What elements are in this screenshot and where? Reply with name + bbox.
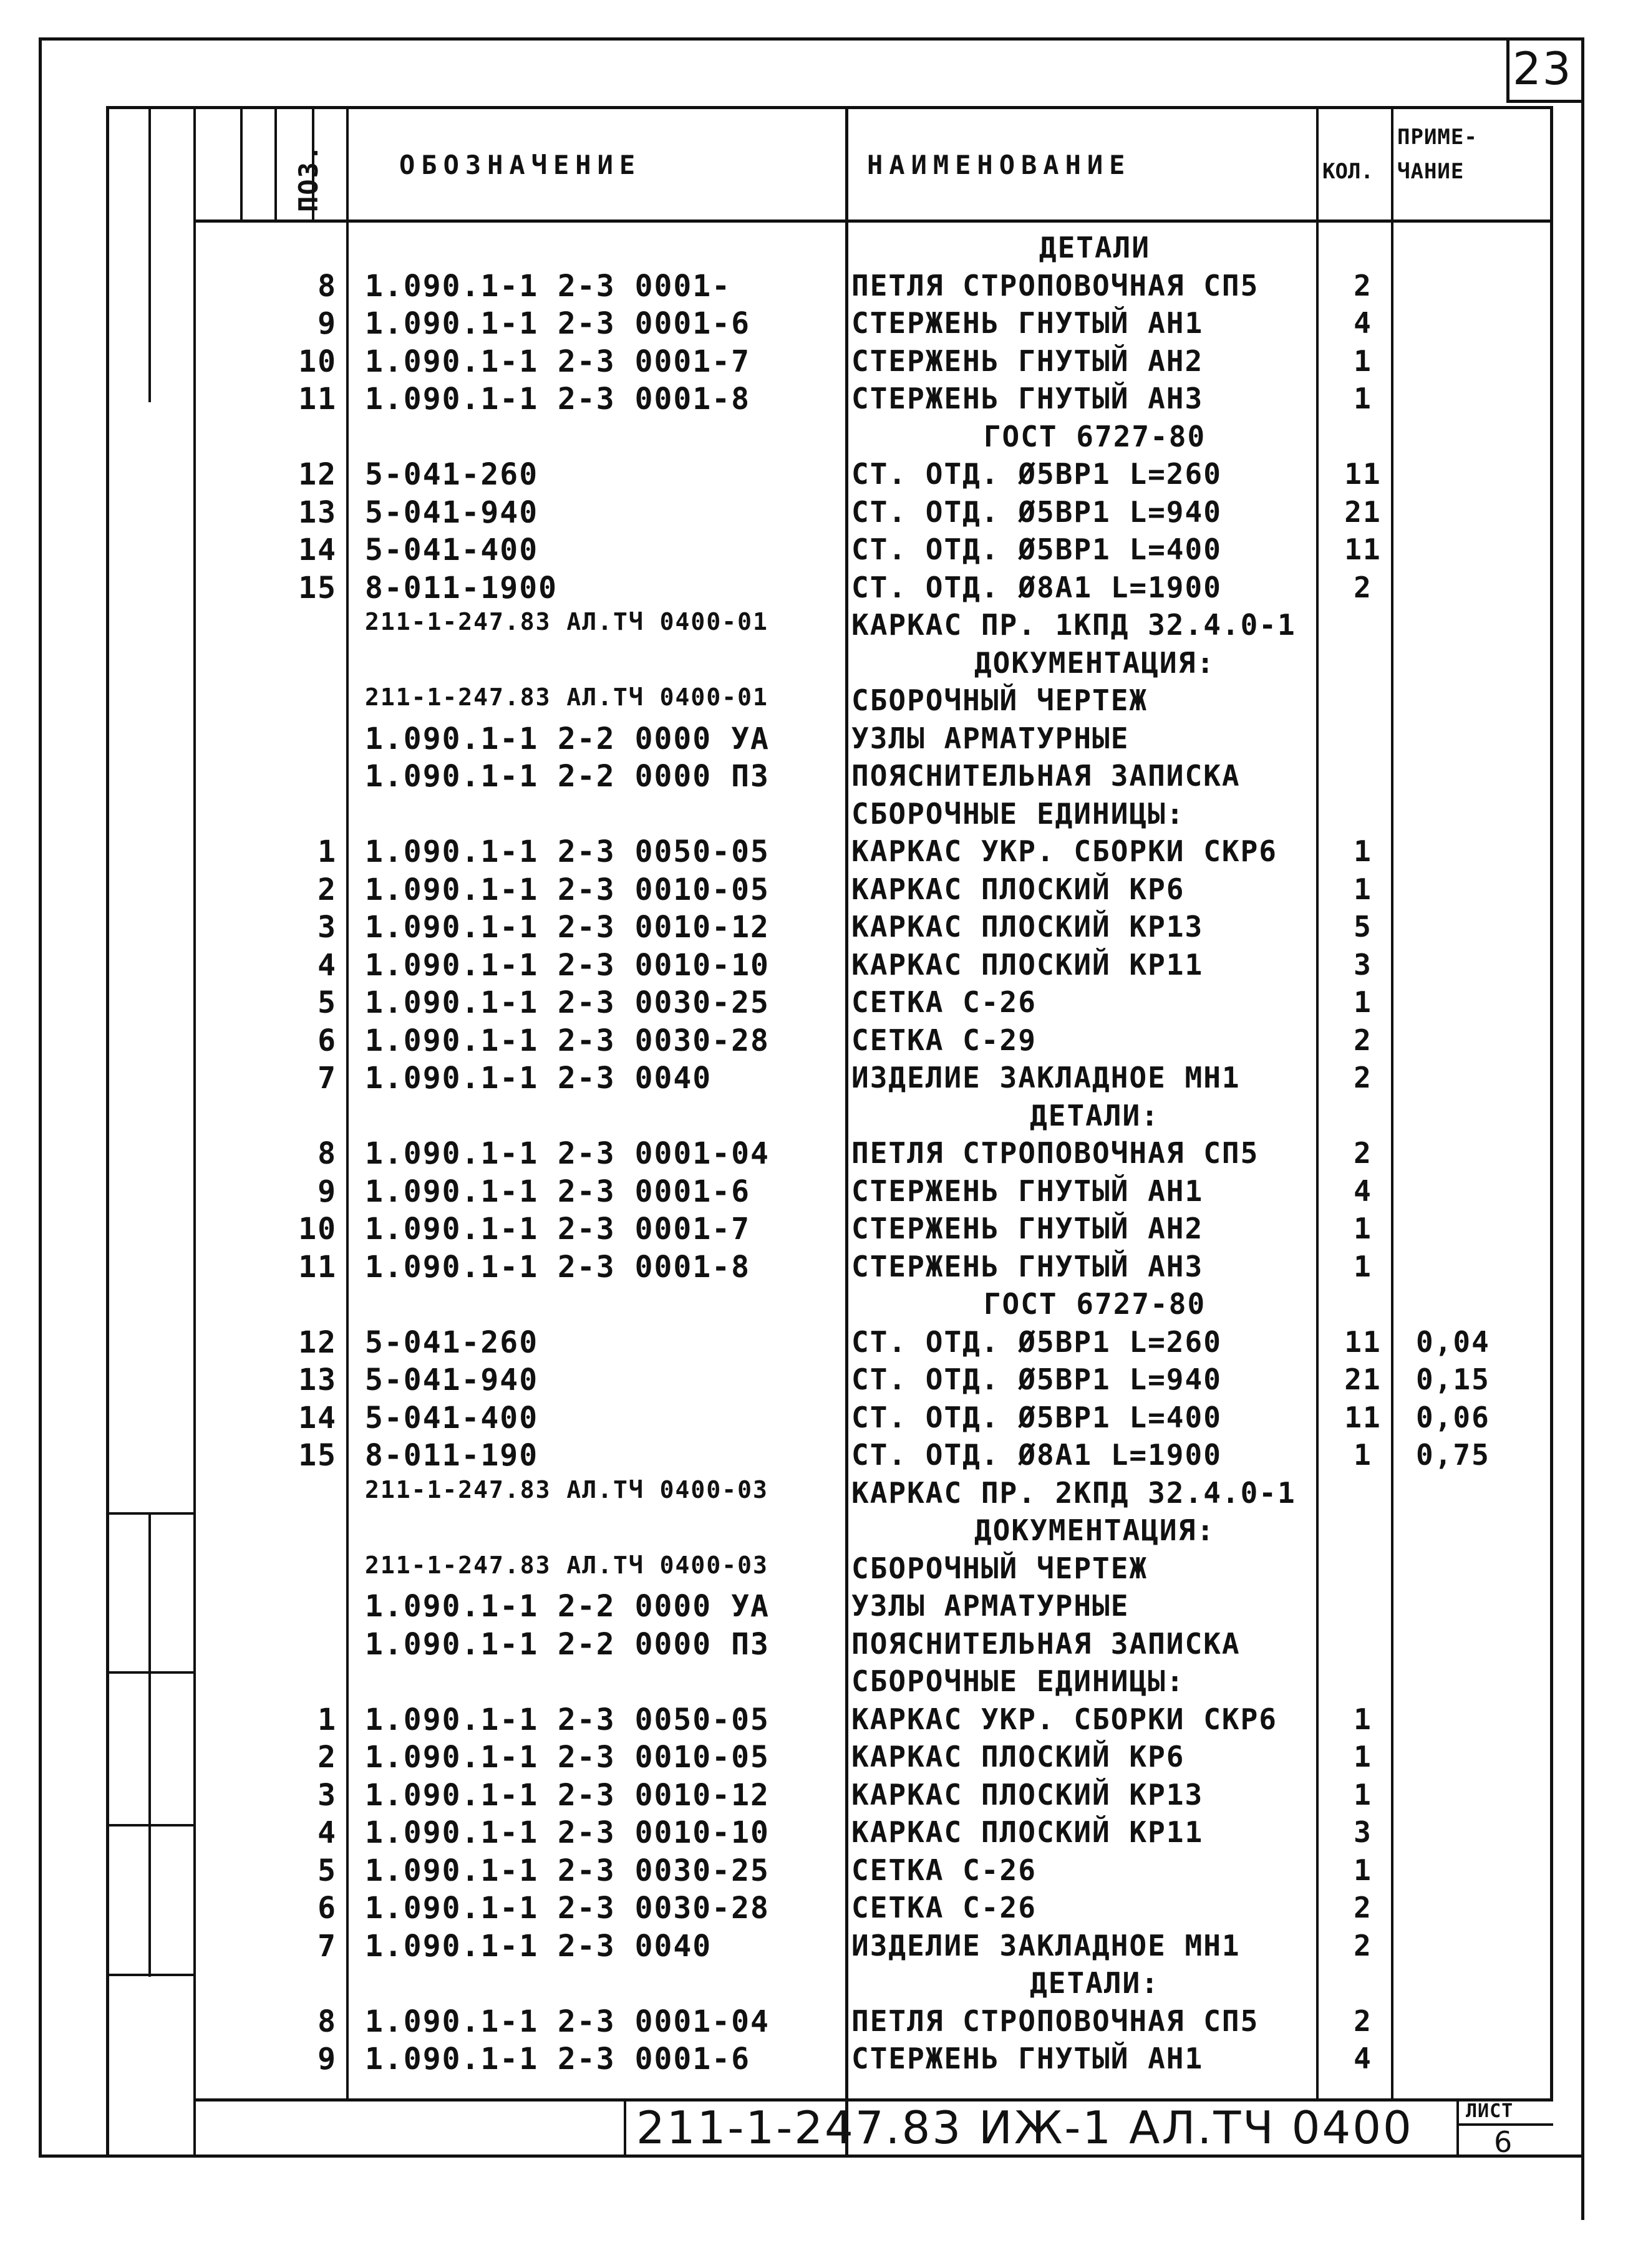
title-block-right xyxy=(1456,2098,1459,2158)
quantity-cell: 2 xyxy=(1354,1061,1372,1094)
designation-cell: 1.090.1-1 2-3 0001- xyxy=(365,268,732,304)
designation-cell: 1.090.1-1 2-3 0050-05 xyxy=(365,834,770,869)
table-row xyxy=(0,759,1628,796)
quantity-cell: 2 xyxy=(1354,2004,1372,2038)
name-cell: ПЕТЛЯ СТРОПОВОЧНАЯ СП5 xyxy=(851,268,1259,302)
position-cell: 4 xyxy=(317,1815,337,1850)
quantity-cell: 1 xyxy=(1354,1853,1372,1887)
position-cell: 12 xyxy=(298,1325,337,1360)
table-row xyxy=(0,382,1628,419)
name-cell: СТЕРЖЕНЬ ГНУТЫЙ АН2 xyxy=(851,1212,1204,1245)
header-qty: КОЛ. xyxy=(1322,159,1374,184)
table-row xyxy=(0,1023,1628,1061)
section-heading-row xyxy=(0,231,1628,268)
quantity-cell: 1 xyxy=(1354,872,1372,906)
designation-cell: 1.090.1-1 2-2 0000 ПЗ xyxy=(365,1626,770,1662)
name-cell: СТ. ОТД. Ø8А1 L=1900 xyxy=(851,1438,1222,1472)
table-row xyxy=(0,457,1628,495)
name-cell: СТ. ОТД. Ø5ВР1 L=400 xyxy=(851,533,1222,566)
section-heading: ДОКУМЕНТАЦИЯ: xyxy=(974,645,1216,680)
drawing-code: 211-1-247.83 ИЖ-1 АЛ.ТЧ 0400 xyxy=(636,2102,1413,2154)
name-cell: УЗЛЫ АРМАТУРНЫЕ xyxy=(851,1589,1130,1623)
designation-cell: 1.090.1-1 2-2 0000 ПЗ xyxy=(365,759,770,794)
name-cell: КАРКАС ПР. 2КПД 32.4.0-1 xyxy=(851,1475,1296,1510)
name-cell: СЕТКА С-26 xyxy=(851,1853,1037,1887)
position-cell: 12 xyxy=(298,457,337,492)
table-row xyxy=(0,948,1628,985)
name-cell: СТЕРЖЕНЬ ГНУТЫЙ АН3 xyxy=(851,1249,1204,1283)
name-cell: СТЕРЖЕНЬ ГНУТЫЙ АН1 xyxy=(851,1174,1204,1208)
table-row xyxy=(0,797,1628,834)
position-cell: 13 xyxy=(298,1363,337,1397)
name-cell: СБОРОЧНЫЕ ЕДИНИЦЫ: xyxy=(851,796,1185,831)
designation-cell: 1.090.1-1 2-3 0001-04 xyxy=(365,1136,770,1171)
note-cell: 0,75 xyxy=(1416,1438,1490,1472)
sheet-number: 6 xyxy=(1494,2125,1514,2159)
table-row xyxy=(0,495,1628,533)
designation-cell: 1.090.1-1 2-3 0001-8 xyxy=(365,382,750,417)
sheet-box-left xyxy=(1506,37,1509,103)
position-cell: 6 xyxy=(317,1023,337,1058)
position-cell: 6 xyxy=(317,1891,337,1926)
name-cell: СТ. ОТД. Ø5ВР1 L=940 xyxy=(851,1363,1222,1396)
quantity-cell: 1 xyxy=(1354,1438,1372,1472)
designation-cell: 5-041-400 xyxy=(365,533,539,567)
designation-cell: 8-011-1900 xyxy=(365,570,558,606)
name-cell: СТЕРЖЕНЬ ГНУТЫЙ АН2 xyxy=(851,344,1204,378)
table-row xyxy=(0,1551,1628,1589)
table-frame-top xyxy=(106,106,1553,109)
position-cell: 2 xyxy=(317,1740,337,1775)
name-cell: СЕТКА С-26 xyxy=(851,985,1037,1019)
name-cell: СТЕРЖЕНЬ ГНУТЫЙ АН1 xyxy=(851,2042,1204,2075)
name-cell: СБОРОЧНЫЙ ЧЕРТЕЖ xyxy=(851,1551,1148,1585)
stamp-col-3 xyxy=(240,106,243,221)
section-heading: ДОКУМЕНТАЦИЯ: xyxy=(974,1513,1216,1547)
name-cell: СТЕРЖЕНЬ ГНУТЫЙ АН1 xyxy=(851,306,1204,340)
section-heading: ДЕТАЛИ: xyxy=(1030,1098,1160,1132)
quantity-cell: 1 xyxy=(1354,382,1372,415)
table-row xyxy=(0,2004,1628,2042)
table-row xyxy=(0,1401,1628,1438)
designation-cell: 1.090.1-1 2-3 0030-28 xyxy=(365,1891,770,1926)
outer-frame-bottom xyxy=(39,2155,1584,2158)
quantity-cell: 2 xyxy=(1354,1891,1372,1924)
table-row xyxy=(0,683,1628,721)
name-cell: ПЕТЛЯ СТРОПОВОЧНАЯ СП5 xyxy=(851,2004,1259,2038)
quantity-cell: 2 xyxy=(1354,1136,1372,1170)
position-cell: 5 xyxy=(317,1853,337,1888)
position-cell: 14 xyxy=(298,1400,337,1436)
table-row xyxy=(0,1250,1628,1287)
designation-cell: 5-041-940 xyxy=(365,495,539,530)
position-cell: 7 xyxy=(317,1061,337,1096)
position-cell: 11 xyxy=(298,1249,337,1285)
designation-cell: 1.090.1-1 2-3 0010-10 xyxy=(365,947,770,983)
designation-cell: 1.090.1-1 2-3 0040 xyxy=(365,1061,712,1096)
table-row xyxy=(0,1438,1628,1475)
designation-cell: 5-041-940 xyxy=(365,1363,539,1397)
name-cell: СТ. ОТД. Ø5ВР1 L=260 xyxy=(851,457,1222,491)
quantity-cell: 1 xyxy=(1354,1702,1372,1736)
name-cell: СТ. ОТД. Ø5ВР1 L=400 xyxy=(851,1400,1222,1434)
name-cell: ПОЯСНИТЕЛЬНАЯ ЗАПИСКА xyxy=(851,759,1241,793)
section-heading: ГОСТ 6727-80 xyxy=(983,1287,1206,1321)
section-heading-row xyxy=(0,646,1628,683)
table-row xyxy=(0,1476,1628,1513)
table-row xyxy=(0,1740,1628,1777)
note-cell: 0,15 xyxy=(1416,1363,1490,1396)
designation-cell: 1.090.1-1 2-3 0001-7 xyxy=(365,344,750,379)
table-row xyxy=(0,1589,1628,1626)
designation-cell: 5-041-260 xyxy=(365,457,539,492)
name-cell: СЕТКА С-26 xyxy=(851,1891,1037,1924)
designation-cell: 1.090.1-1 2-2 0000 УА xyxy=(365,1589,770,1624)
position-cell: 9 xyxy=(317,1174,337,1209)
table-row xyxy=(0,608,1628,645)
designation-cell: 211-1-247.83 АЛ.ТЧ 0400-03 xyxy=(365,1475,768,1503)
position-cell: 4 xyxy=(317,947,337,983)
quantity-cell: 2 xyxy=(1354,268,1372,302)
quantity-cell: 2 xyxy=(1354,570,1372,604)
designation-cell: 5-041-260 xyxy=(365,1325,539,1360)
header-note-1: ПРИМЕ- xyxy=(1397,125,1478,150)
position-cell: 10 xyxy=(298,344,337,379)
quantity-cell: 11 xyxy=(1344,1325,1382,1359)
section-heading: ДЕТАЛИ: xyxy=(1030,1966,1160,2000)
name-cell: ИЗДЕЛИЕ ЗАКЛАДНОЕ МН1 xyxy=(851,1928,1241,1962)
position-cell: 10 xyxy=(298,1212,337,1247)
quantity-cell: 2 xyxy=(1354,1023,1372,1057)
table-row xyxy=(0,872,1628,910)
table-row xyxy=(0,1778,1628,1815)
quantity-cell: 1 xyxy=(1354,344,1372,378)
name-cell: КАРКАС ПР. 1КПД 32.4.0-1 xyxy=(851,608,1296,642)
name-cell: СБОРОЧНЫЙ ЧЕРТЕЖ xyxy=(851,683,1148,717)
header-separator xyxy=(193,220,1553,223)
quantity-cell: 11 xyxy=(1344,533,1382,566)
name-cell: КАРКАС ПЛОСКИЙ КР13 xyxy=(851,910,1204,943)
designation-cell: 1.090.1-1 2-3 0010-05 xyxy=(365,872,770,907)
name-cell: СТ. ОТД. Ø8А1 L=1900 xyxy=(851,570,1222,604)
quantity-cell: 4 xyxy=(1354,1174,1372,1208)
note-cell: 0,06 xyxy=(1416,1400,1490,1434)
position-cell: 1 xyxy=(317,834,337,869)
header-designation: ОБОЗНАЧЕНИЕ xyxy=(399,150,642,180)
designation-cell: 1.090.1-1 2-3 0010-12 xyxy=(365,1777,770,1813)
position-cell: 8 xyxy=(317,268,337,304)
name-cell: ПОЯСНИТЕЛЬНАЯ ЗАПИСКА xyxy=(851,1626,1241,1661)
table-row xyxy=(0,1136,1628,1174)
table-row xyxy=(0,1363,1628,1400)
position-cell: 7 xyxy=(317,1928,337,1964)
sheet-number-top: 23 xyxy=(1513,42,1572,95)
designation-cell: 211-1-247.83 АЛ.ТЧ 0400-01 xyxy=(365,608,768,635)
section-heading: ДЕТАЛИ xyxy=(1039,231,1151,264)
section-heading-row xyxy=(0,1099,1628,1136)
table-row xyxy=(0,1702,1628,1740)
table-row xyxy=(0,1891,1628,1928)
table-row xyxy=(0,721,1628,759)
header-name: НАИМЕНОВАНИЕ xyxy=(867,150,1131,180)
designation-cell: 1.090.1-1 2-3 0001-8 xyxy=(365,1249,750,1285)
table-row xyxy=(0,1664,1628,1702)
quantity-cell: 1 xyxy=(1354,1249,1372,1283)
table-row xyxy=(0,910,1628,947)
quantity-cell: 5 xyxy=(1354,910,1372,943)
quantity-cell: 4 xyxy=(1354,2042,1372,2075)
table-row xyxy=(0,1815,1628,1853)
name-cell: КАРКАС ПЛОСКИЙ КР6 xyxy=(851,872,1185,906)
title-block-left xyxy=(624,2098,626,2158)
designation-cell: 8-011-190 xyxy=(365,1438,539,1473)
position-cell: 5 xyxy=(317,985,337,1020)
stamp-col-4 xyxy=(274,106,277,221)
position-cell: 2 xyxy=(317,872,337,907)
designation-cell: 5-041-400 xyxy=(365,1400,539,1436)
outer-frame-top xyxy=(39,37,1584,41)
quantity-cell: 1 xyxy=(1354,1740,1372,1773)
quantity-cell: 1 xyxy=(1354,1212,1372,1245)
designation-cell: 1.090.1-1 2-3 0010-12 xyxy=(365,910,770,945)
designation-cell: 211-1-247.83 АЛ.ТЧ 0400-01 xyxy=(365,683,768,711)
name-cell: СЕТКА С-29 xyxy=(851,1023,1037,1057)
position-cell: 3 xyxy=(317,910,337,945)
position-cell: 11 xyxy=(298,382,337,417)
position-cell: 8 xyxy=(317,2004,337,2039)
table-row xyxy=(0,571,1628,608)
name-cell: СБОРОЧНЫЕ ЕДИНИЦЫ: xyxy=(851,1664,1185,1698)
table-row xyxy=(0,1212,1628,1249)
table-row xyxy=(0,1325,1628,1363)
section-heading-row xyxy=(0,420,1628,457)
position-cell: 15 xyxy=(298,1438,337,1473)
section-heading-row xyxy=(0,1966,1628,2004)
quantity-cell: 11 xyxy=(1344,457,1382,491)
table-row xyxy=(0,533,1628,570)
name-cell: УЗЛЫ АРМАТУРНЫЕ xyxy=(851,721,1130,755)
name-cell: СТЕРЖЕНЬ ГНУТЫЙ АН3 xyxy=(851,382,1204,415)
quantity-cell: 21 xyxy=(1344,495,1382,529)
designation-cell: 1.090.1-1 2-3 0050-05 xyxy=(365,1702,770,1737)
position-cell: 1 xyxy=(317,1702,337,1737)
designation-cell: 1.090.1-1 2-3 0001-6 xyxy=(365,2042,750,2077)
table-row xyxy=(0,1174,1628,1212)
position-cell: 14 xyxy=(298,533,337,567)
quantity-cell: 21 xyxy=(1344,1363,1382,1396)
section-heading-row xyxy=(0,1513,1628,1551)
designation-cell: 1.090.1-1 2-3 0010-10 xyxy=(365,1815,770,1850)
name-cell: СТ. ОТД. Ø5ВР1 L=940 xyxy=(851,495,1222,529)
table-row xyxy=(0,1929,1628,1966)
designation-cell: 1.090.1-1 2-3 0001-6 xyxy=(365,306,750,341)
position-cell: 3 xyxy=(317,1777,337,1813)
table-row xyxy=(0,1627,1628,1664)
designation-cell: 1.090.1-1 2-2 0000 УА xyxy=(365,721,770,756)
name-cell: ИЗДЕЛИЕ ЗАКЛАДНОЕ МН1 xyxy=(851,1061,1241,1094)
header-note-2: ЧАНИЕ xyxy=(1397,159,1465,184)
table-row xyxy=(0,1061,1628,1098)
quantity-cell: 1 xyxy=(1354,985,1372,1019)
quantity-cell: 1 xyxy=(1354,1777,1372,1812)
name-cell: СТ. ОТД. Ø5ВР1 L=260 xyxy=(851,1325,1222,1359)
sheet-box-bottom xyxy=(1506,100,1584,103)
note-cell: 0,04 xyxy=(1416,1325,1490,1359)
designation-cell: 1.090.1-1 2-3 0030-28 xyxy=(365,1023,770,1058)
designation-cell: 211-1-247.83 АЛ.ТЧ 0400-03 xyxy=(365,1551,768,1579)
designation-cell: 1.090.1-1 2-3 0001-7 xyxy=(365,1212,750,1247)
header-pos: ПОЗ. xyxy=(293,143,324,212)
position-cell: 9 xyxy=(317,306,337,341)
designation-cell: 1.090.1-1 2-3 0040 xyxy=(365,1928,712,1964)
table-row xyxy=(0,306,1628,344)
name-cell: КАРКАС УКР. СБОРКИ СКР6 xyxy=(851,1702,1277,1736)
designation-cell: 1.090.1-1 2-3 0001-04 xyxy=(365,2004,770,2039)
name-cell: КАРКАС ПЛОСКИЙ КР13 xyxy=(851,1777,1204,1812)
designation-cell: 1.090.1-1 2-3 0030-25 xyxy=(365,1853,770,1888)
table-row xyxy=(0,269,1628,306)
name-cell: ПЕТЛЯ СТРОПОВОЧНАЯ СП5 xyxy=(851,1136,1259,1170)
name-cell: КАРКАС ПЛОСКИЙ КР11 xyxy=(851,947,1204,982)
table-row xyxy=(0,985,1628,1023)
table-row xyxy=(0,344,1628,382)
position-cell: 8 xyxy=(317,1136,337,1171)
name-cell: КАРКАС УКР. СБОРКИ СКР6 xyxy=(851,834,1277,868)
table-row xyxy=(0,1853,1628,1891)
quantity-cell: 3 xyxy=(1354,947,1372,982)
name-cell: КАРКАС ПЛОСКИЙ КР11 xyxy=(851,1815,1204,1849)
designation-cell: 1.090.1-1 2-3 0030-25 xyxy=(365,985,770,1020)
quantity-cell: 3 xyxy=(1354,1815,1372,1849)
section-heading: ГОСТ 6727-80 xyxy=(983,419,1206,453)
section-heading-row xyxy=(0,1287,1628,1325)
position-cell: 13 xyxy=(298,495,337,530)
position-cell: 9 xyxy=(317,2042,337,2077)
designation-cell: 1.090.1-1 2-3 0010-05 xyxy=(365,1740,770,1775)
name-cell: КАРКАС ПЛОСКИЙ КР6 xyxy=(851,1740,1185,1773)
quantity-cell: 11 xyxy=(1344,1400,1382,1434)
quantity-cell: 4 xyxy=(1354,306,1372,340)
table-row xyxy=(0,834,1628,872)
quantity-cell: 2 xyxy=(1354,1928,1372,1962)
designation-cell: 1.090.1-1 2-3 0001-6 xyxy=(365,1174,750,1209)
position-cell: 15 xyxy=(298,570,337,606)
quantity-cell: 1 xyxy=(1354,834,1372,868)
sheet-label: ЛИСТ xyxy=(1466,2100,1514,2122)
table-row xyxy=(0,2042,1628,2079)
